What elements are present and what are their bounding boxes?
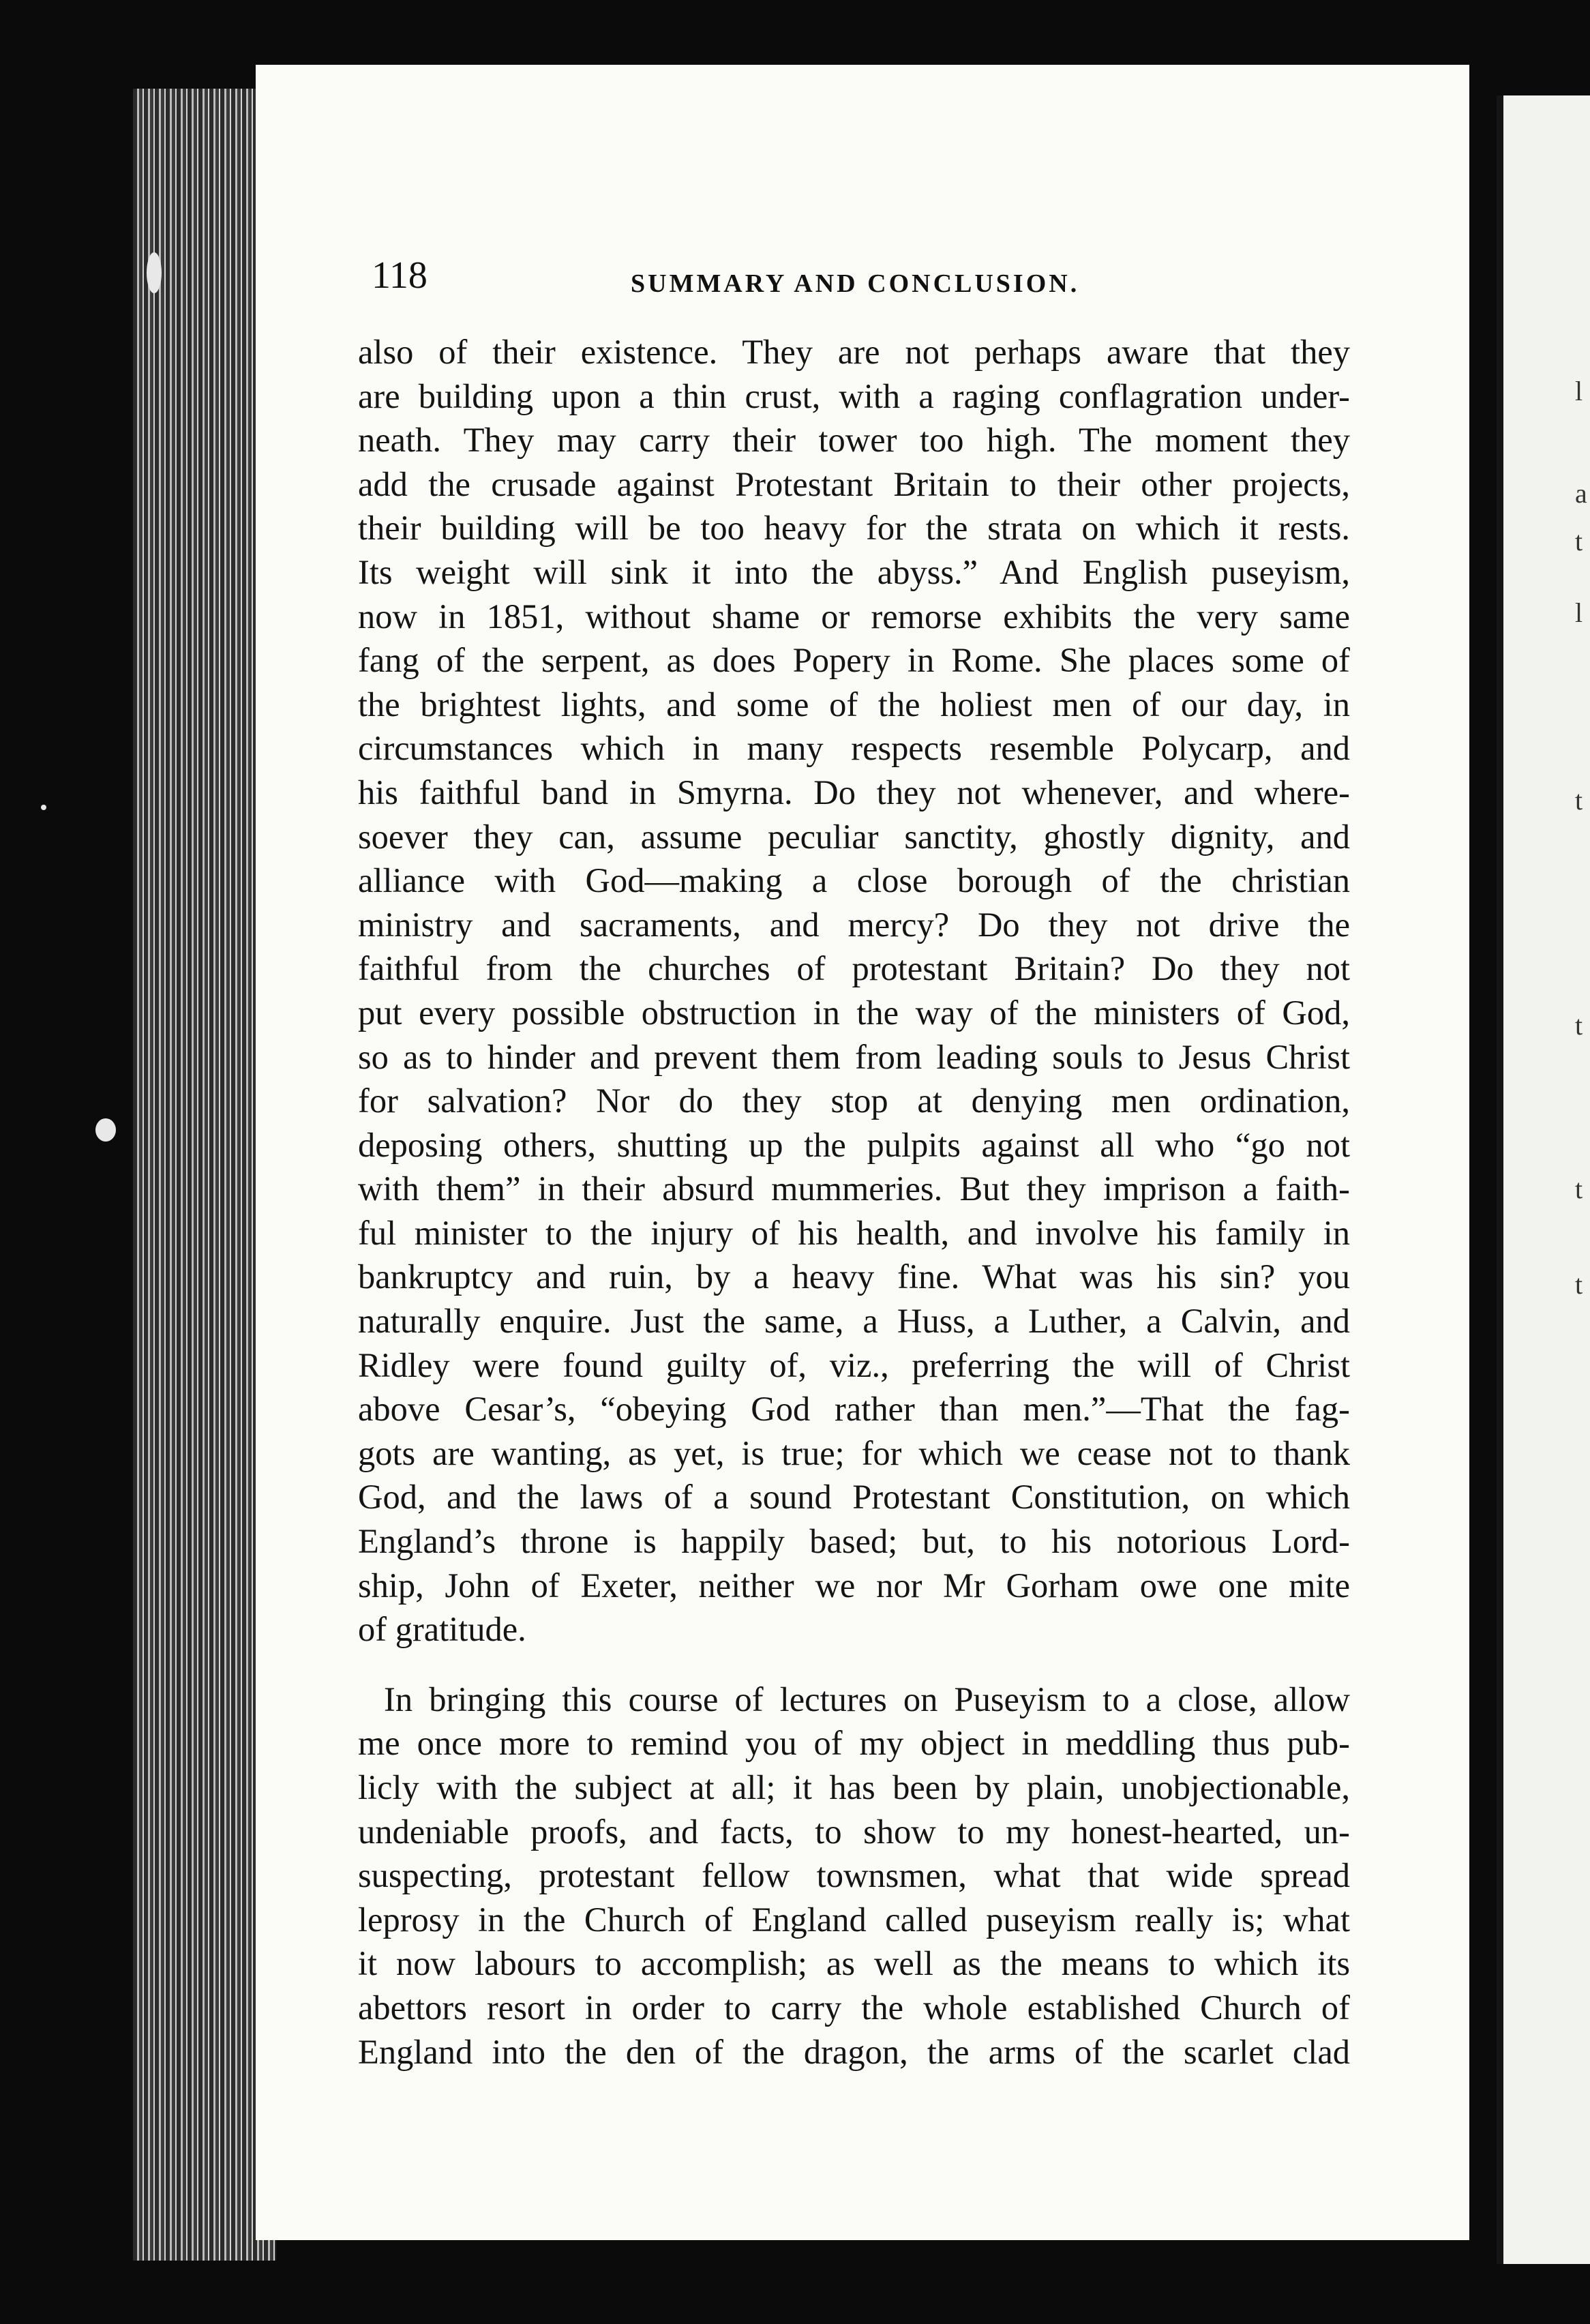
paragraph-1 [358,330,1350,1652]
facing-page-glyph: a [1575,478,1587,509]
text-line: ful minister to the injury of his health, and involve his family in [358,1213,1350,1252]
facing-page-glyph: t [1575,1174,1583,1204]
facing-page-glyph: t [1575,785,1583,816]
text-line: In bringing this course of lectures on Puseyism to a close, allow [384,1680,1350,1718]
running-head: SUMMARY AND CONCLUSION. [631,269,1080,298]
page-number: 118 [372,254,427,297]
facing-page-glyph: t [1575,1010,1583,1041]
text-line: me once more to remind you of my object in meddling thus pub- [358,1724,1350,1763]
text-line: naturally enquire. Just the same, a Huss, a Luther, a Calvin, and [358,1302,1350,1341]
text-line: licly with the subject at all; it has been by plain, unobjectionable, [358,1768,1350,1806]
facing-page-glyph: l [1575,597,1583,628]
text-line: with them” in their absurd mummeries. But they imprison a faith- [358,1170,1350,1208]
text-line: his faithful band in Smyrna. Do they not whenever, and where- [358,773,1350,811]
text-line: abettors resort in order to carry the whole established Church of [358,1988,1350,2027]
facing-page-glyph: t [1575,1269,1583,1300]
text-line: the brightest lights, and some of the holiest men of our day, in [358,685,1350,724]
text-line: circumstances which in many respects resemble Polycarp, and [358,729,1350,768]
text-line: gots are wanting, as yet, is true; for which we cease not to thank [358,1433,1350,1472]
text-line: fang of the serpent, as does Popery in Rome. She places some of [358,641,1350,680]
scan-speck [95,1118,116,1142]
text-line: suspecting, protestant fellow townsmen, what that wide spread [358,1856,1350,1895]
scan-speck [147,252,162,293]
facing-page-glyph: t [1575,526,1583,556]
text-line: also of their existence. They are not perhaps aware that they [358,333,1350,371]
text-line: neath. They may carry their tower too high. The moment they [358,421,1350,460]
text-line: God, and the laws of a sound Protestant Constitution, on which [358,1478,1350,1517]
text-line: leprosy in the Church of England called puseyism really is; what [358,1900,1350,1939]
text-line: add the crusade against Protestant Britain to their other projects, [358,464,1350,503]
text-line: now in 1851, without shame or remorse exhibits the very same [358,597,1350,636]
text-line: above Cesar’s, “obeying God rather than men.”—That the fag- [358,1390,1350,1429]
text-line: put every possible obstruction in the way of the ministers of God, [358,993,1350,1032]
text-line: ship, John of Exeter, neither we nor Mr Gorham owe one mite [358,1566,1350,1605]
text-line: for salvation? Nor do they stop at denying men ordination, [358,1082,1350,1120]
text-line: deposing others, shutting up the pulpits against all who “go not [358,1125,1350,1164]
facing-page-edge [1497,95,1590,2264]
text-line: it now labours to accomplish; as well as the means to which its [358,1944,1350,1983]
text-line: their building will be too heavy for the strata on which it rests. [358,509,1350,548]
text-line: ministry and sacraments, and mercy? Do they not drive the [358,905,1350,944]
text-line: Ridley were found guilty of, viz., preferring the will of Christ [358,1345,1350,1384]
text-line: of gratitude. [358,1610,526,1649]
text-line: so as to hinder and prevent them from leading souls to Jesus Christ [358,1037,1350,1076]
book-page-edges [133,89,276,2261]
text-line: England’s throne is happily based; but, to his notorious Lord- [358,1522,1350,1561]
scan-speck [41,805,46,810]
paragraph-gap [358,1652,1350,1678]
text-line: bankruptcy and ruin, by a heavy fine. What was his sin? you [358,1257,1350,1296]
text-line: Its weight will sink it into the abyss.” And English puseyism, [358,552,1350,591]
body-text [358,330,1350,2074]
text-line: alliance with God—making a close borough of the christian [358,861,1350,900]
text-line: are building upon a thin crust, with a raging conflagration under- [358,376,1350,415]
facing-page-glyph: l [1575,376,1583,406]
text-line: faithful from the churches of protestant Britain? Do they not [358,949,1350,988]
text-line: England into the den of the dragon, the arms of the scarlet clad [358,2032,1350,2071]
text-line: undeniable proofs, and facts, to show to my honest-hearted, un- [358,1812,1350,1851]
text-line: soever they can, assume peculiar sanctity, ghostly dignity, and [358,817,1350,856]
paragraph-2 [358,1678,1350,2074]
page-header [372,254,1347,298]
